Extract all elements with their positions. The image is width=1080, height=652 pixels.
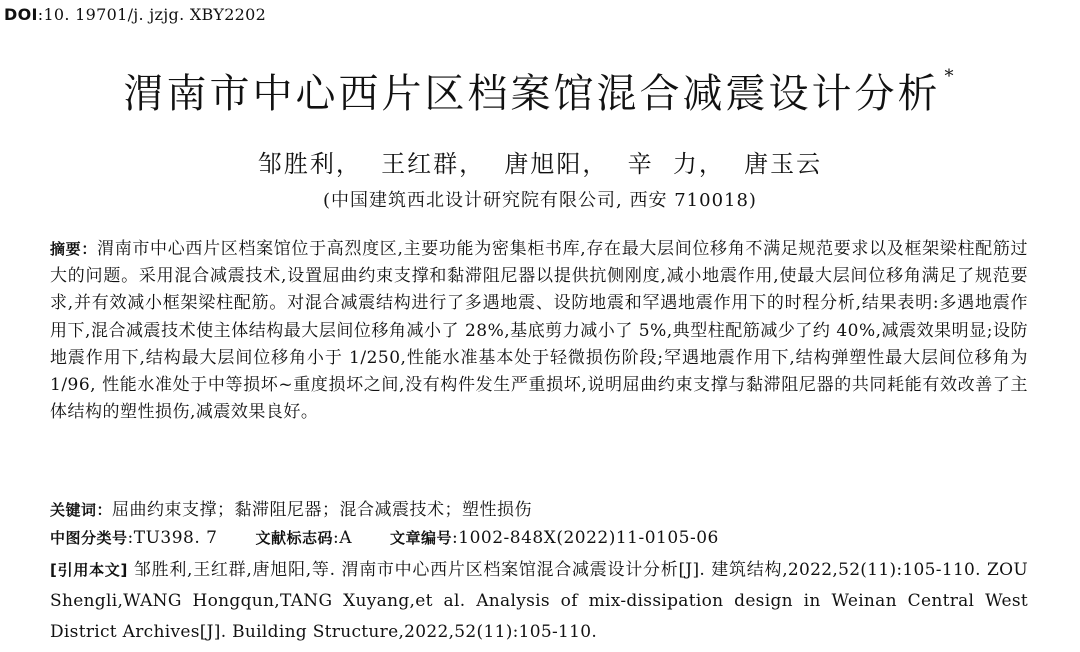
citation-label: [引用本文] [50,561,128,579]
paper-title-text: 渭南市中心西片区档案馆混合减震设计分析 [123,71,941,117]
doc-code-label: 文献标志码 [255,529,333,547]
keywords-label: 关键词： [50,501,113,519]
author-list: 邹胜利， 王红群， 唐旭阳， 辛 力， 唐玉云 [257,150,823,178]
clc-label: 中图分类号 [50,529,128,547]
title-footnote-mark: * [944,66,957,87]
clc-value: :TU398. 7 [127,528,218,548]
article-number-label: 文章编号 [390,529,453,547]
doc-code-value: :A [333,528,353,548]
classification-line [50,527,719,548]
doi-label: DOI [4,5,38,24]
doi-value: :10. 19701/j. jzjg. XBY2202 [37,5,267,24]
paper-title [0,62,1080,119]
keywords [50,495,532,520]
doi-line [4,5,266,24]
article-number-value: :1002-848X(2022)11-0105-06 [452,528,719,548]
abstract-label: 摘要： [50,240,98,258]
abstract-text: 渭南市中心西片区档案馆位于高烈度区,主要功能为密集柜书库,存在最大层间位移角不满足规范要求以及框架梁柱配筋过大的问题。采用混合减震技术,设置屈曲约束支撑和黏滞阻尼器以提供抗侧刚度,减小地震作用,使最大层间位移角满足了规范要求,并有效减小框架梁柱配筋。对混合减震结构进行了多遇地震、设防地震和罕遇地震作用下的时程分析,结果表明:多遇地震作用下,混合减震技术使主体结构最大层间位移角减小了 28%,基底剪力减小了 5%,典型柱配筋减少了约 40%,减震效果明显;设防地震作用下,结构最大层间位移角小于 1/250,性能水准基本处于轻微损伤阶段;罕遇地震作用下,结构弹塑性最大层间位移角为 1/96, 性能水准处于中等损坏~重度损坏之间,没有构件发生严重损坏,说明屈曲约束支撑与黏滞阻尼器的共同耗能有效改善了主体结构的塑性损伤,减震效果良好。 [50,239,1028,423]
abstract [50,236,1028,426]
affiliation: (中国建筑西北设计研究院有限公司, 西安 710018) [323,190,757,211]
keywords-text: 屈曲约束支撑；黏滞阻尼器；混合减震技术；塑性损伤 [112,500,533,520]
citation-text: 邹胜利,王红群,唐旭阳,等. 渭南市中心西片区档案馆混合减震设计分析[J]. 建筑结构,2022,52(11):105-110. ZOU Shengli,WANG Hongqun,TANG Xuyang,et al. Analysis of mix-dissipation design in Weinan Central West District Archives[J]. Building Structure,2022,52(11):105-110. [50,560,1028,642]
citation [50,555,1028,648]
